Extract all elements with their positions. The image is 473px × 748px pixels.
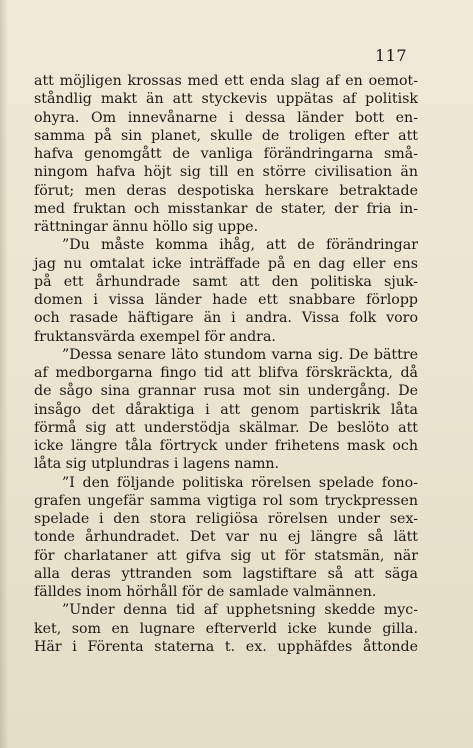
page-edge-shadow [0, 0, 8, 748]
text-line: förut; men deras despotiska herskare betraktade [34, 182, 418, 199]
text-line: icke längre tåla förtryck under frihetens mask och [34, 438, 418, 454]
text-line: ket, som en lugnare efterverld icke kunde gilla. [34, 620, 418, 637]
text-line: förmå sig att understödja skälmar. De beslöto att [34, 419, 418, 436]
text-line: ohyra. Om innevånarne i dessa länder bott en- [34, 109, 418, 126]
text-line: alla deras yttranden som lagstiftare så att säga [34, 565, 418, 582]
page-number: 117 [374, 46, 407, 65]
text-line: ”I den följande politiska rörelsen spelade fono- [62, 474, 418, 491]
text-line: att möjligen krossas med ett enda slag af en oemot- [34, 73, 418, 89]
text-line: ”Dessa senare läto stundom varna sig. De bättre [62, 346, 418, 363]
text-line: på ett århundrade samt att den politiska sjuk- [34, 273, 418, 290]
text-line: ningom hafva höjt sig till en större civilisation än [34, 164, 418, 181]
text-line: med fruktan och misstankar de stater, der fria in- [34, 200, 418, 217]
text-line: rättningar ännu höllo sig uppe. [34, 219, 259, 235]
text-line: låta sig utplundras i lagens namn. [34, 456, 280, 473]
text-line: hafva genomgått de vanliga förändringarna små- [34, 146, 418, 162]
text-line: grafen ungefär samma vigtiga rol som tryckpressen [34, 492, 418, 509]
text-line: fälldes inom hörhåll för de samlade valmännen. [34, 584, 377, 600]
text-line: ståndlig makt än att styckevis uppätas af politisk [34, 91, 418, 108]
text-line: tonde århundradet. Det var nu ej längre så lätt [34, 529, 418, 546]
text-line: insågo det dåraktiga i att genom partiskrik låta [34, 401, 418, 418]
text-line: spelade i den stora religiösa rörelsen under sex- [34, 511, 418, 527]
text-line: samma på sin planet, skulle de troligen efter att [34, 127, 418, 144]
text-line: för charlataner att gifva sig ut för statsmän, när [34, 547, 418, 564]
text-line: jag nu omtalat icke inträffade på en dag eller ens [34, 255, 418, 272]
text-line: fruktansvärda exempel för andra. [34, 328, 276, 345]
text-line: de sågo sina grannar rusa mot sin undergång. De [34, 383, 418, 400]
text-line: domen i vissa länder hade ett snabbare förlopp [34, 292, 418, 308]
text-line: ”Du måste komma ihåg, att de förändringar [62, 237, 418, 254]
text-line: ”Under denna tid af upphetsning skedde myc- [62, 602, 418, 619]
text-line: och rasade häftigare än i andra. Vissa folk voro [34, 310, 418, 327]
body-text [34, 72, 418, 656]
text-line: af medborgarna fingo tid att blifva förskräckta, då [34, 365, 418, 381]
text-line: Här i Förenta staterna t. ex. upphäfdes åttonde [34, 638, 418, 655]
